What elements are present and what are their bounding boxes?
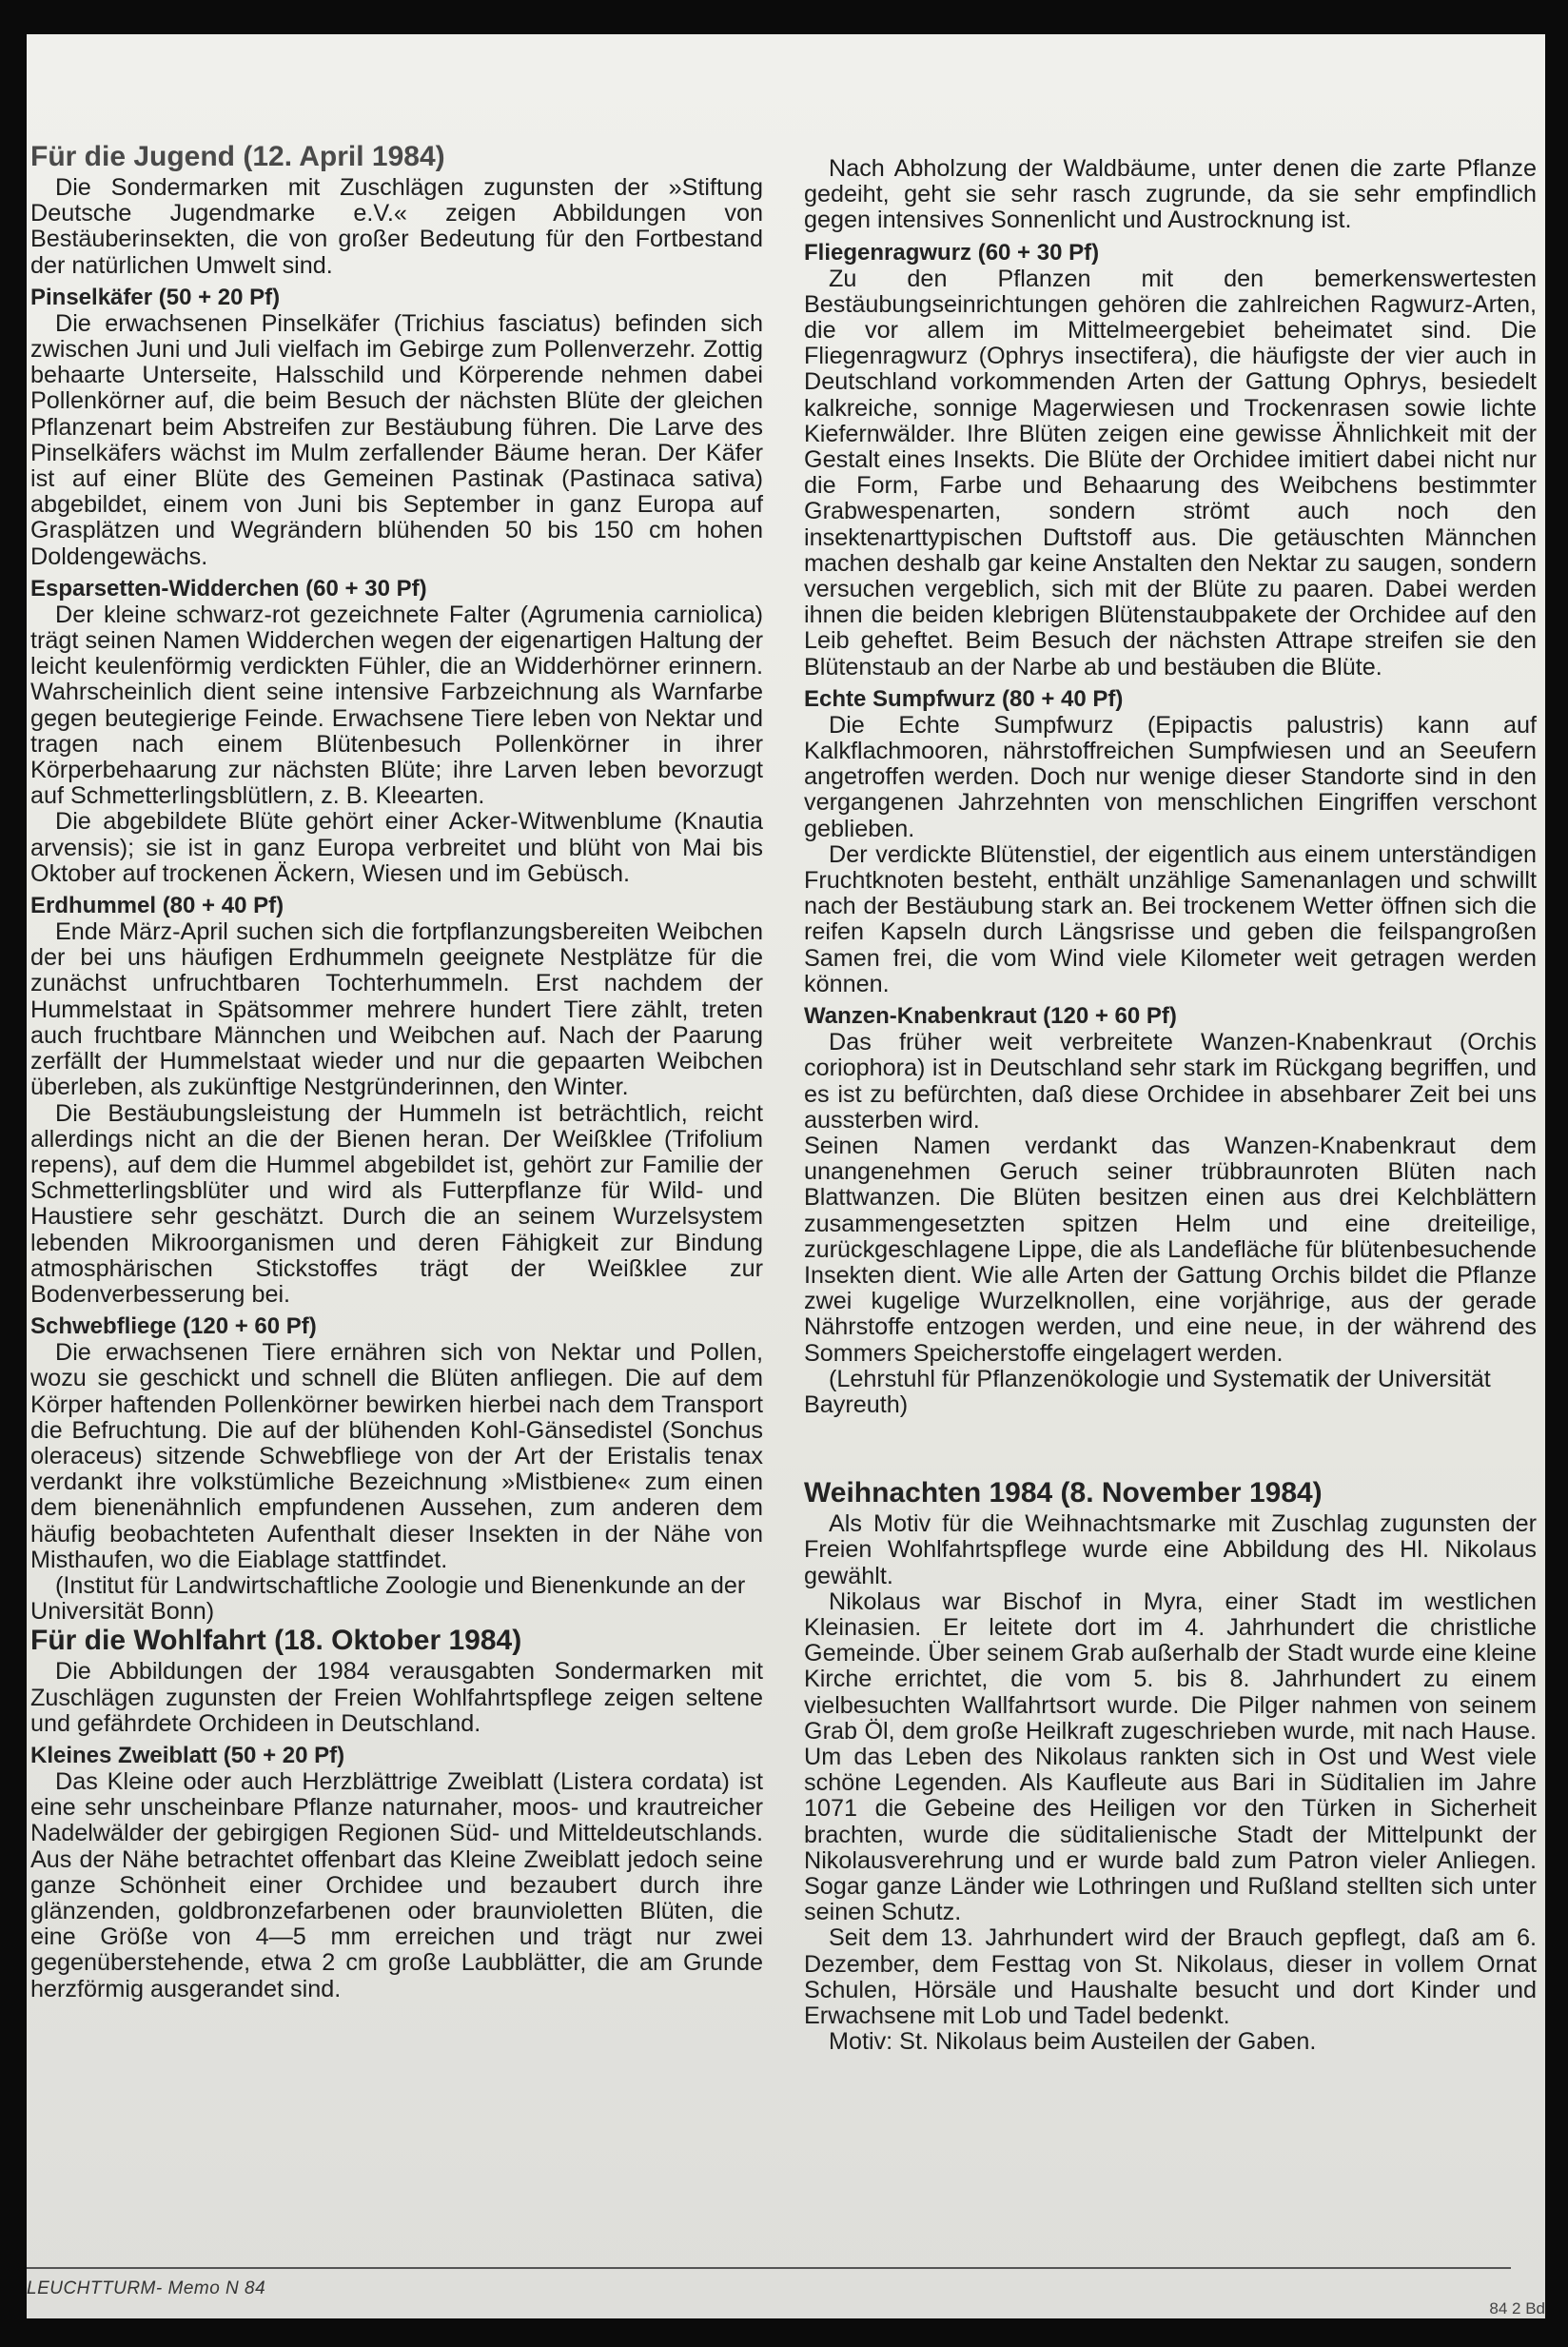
- subtitle-erdhummel: Erdhummel (80 + 40 Pf): [30, 893, 284, 919]
- section-title-wohlfahrt: Für die Wohlfahrt (18. Oktober 1984): [30, 1625, 522, 1657]
- weihnachten-motiv: Motiv: St. Nikolaus beim Austeilen der Gaben.: [829, 2028, 1317, 2056]
- wanzen-text-2: Seinen Namen verdankt das Wanzen-Knabenkraut dem unangenehmen Geruch seiner trübbraunroten Blüten nach Blattwanzen. Die Blüten besitzen einen aus drei Kelchblättern zusammengesetzten spitzen Helm und eine dreiteilige, zurückgeschlagene Lippe, die als Landefläche für blütenbesuchende Insekten dient. Wie alle Arten der Gattung Orchis bildet die Pflanze zwei kugelige Wurzelknollen, eine vorjährige, aus der gerade Nährstoffe entzogen werden, und eine neue, in der während des Sommers Speicherstoffe eingelagert werden.: [804, 1132, 1537, 1367]
- sumpfwurz-text-1: Die Echte Sumpfwurz (Epipactis palustris) kann auf Kalkflachmooren, nährstoffreichen Sumpfwiesen und an Seeufern angetroffen werden. Doch nur wenige dieser Standorte sind in den vergangenen Jahrzehnten von menschlichen Eingriffen verschont geblieben.: [804, 711, 1537, 842]
- erdhummel-text-2: Die Bestäubungsleistung der Hummeln ist beträchtlich, reicht allerdings nicht an die der Bienen heran. Der Weißklee (Trifolium repens), auf dem die Hummel abgebildet ist, gehört zur Familie der Schmetterlingsblüter und wird als Futterpflanze für Wild- und Haustiere sehr geschätzt. Durch die an seinem Wurzelsystem lebenden Mikroorganismen und deren Fähigkeit zur Bindung atmosphärischen Stickstoffes trägt der Weißklee zur Bodenverbesserung bei.: [30, 1099, 763, 1308]
- subtitle-schwebfliege: Schwebfliege (120 + 60 Pf): [30, 1313, 317, 1340]
- wohlfahrt-intro: Die Abbildungen der 1984 verausgabten Sondermarken mit Zuschlägen zugunsten der Freien Wohlfahrtspflege zeigen seltene und gefährdete Orchideen in Deutschland.: [30, 1658, 763, 1737]
- wanzen-text-1: Das früher weit verbreitete Wanzen-Knabenkraut (Orchis coriophora) ist in Deutschland sehr stark im Rückgang begriffen, und es ist zu befürchten, daß diese Orchidee in absehbarer Zeit bei uns aussterben wird.: [804, 1029, 1537, 1134]
- weihnachten-text-3: Seit dem 13. Jahrhundert wird der Brauch gepflegt, daß am 6. Dezember, dem Festtag von St. Nikolaus, dieser in vollem Ornat Schulen, Hörsäle und Haushalte besucht und dort Kinder und Erwachsene mit Lob und Tadel bedenkt.: [804, 1924, 1537, 2029]
- zweiblatt-text: Das Kleine oder auch Herzblättrige Zweiblatt (Listera cordata) ist eine sehr unscheinbare Pflanze naturnaher, moos- und krautreicher Nadelwälder der gebirgigen Regionen Süd- und Mitteldeutschlands. Aus der Nähe betrachtet offenbart das Kleine Zweiblatt jedoch seine ganze Schönheit einer Orchidee und bezaubert durch ihre glänzenden, goldbronzefarbenen oder braunvioletten Blüten, die eine Größe von 4—5 mm erreichen und trägt nur zwei gegenüberstehende, etwa 2 cm große Laubblätter, die am Grunde herzförmig ausgerandet sind.: [30, 1767, 763, 2002]
- section-title-weihnachten: Weihnachten 1984 (8. November 1984): [804, 1477, 1323, 1509]
- document-page: [27, 34, 1545, 2318]
- subtitle-echte-sumpfwurz: Echte Sumpfwurz (80 + 40 Pf): [804, 685, 1124, 712]
- abholzung-text: Nach Abholzung der Waldbäume, unter denen die zarte Pflanze gedeiht, geht sie sehr rasch zugrunde, da sie sehr empfindlich gegen intensives Sonnenlicht und Austrocknung ist.: [804, 155, 1537, 234]
- left-column: [27, 141, 763, 2002]
- sumpfwurz-text-2: Der verdickte Blütenstiel, der eigentlich aus einem unterständigen Fruchtknoten besteht, enthält unzählige Samenanlagen und schwillt nach der Bestäubung stark an. Bei trockenem Wetter öffnen sich die reifen Kapseln durch Längsrisse und geben die feilspangroßen Samen frei, die vom Wind viele Kilometer weit getragen werden können.: [804, 840, 1537, 997]
- subtitle-wanzen-knabenkraut: Wanzen-Knabenkraut (120 + 60 Pf): [804, 1003, 1177, 1030]
- right-column: [804, 156, 1537, 2055]
- footer-divider: [27, 2267, 1511, 2269]
- schwebfliege-credit: (Institut für Landwirtschaftliche Zoologie und Bienenkunde an der Universität Bonn): [30, 1571, 746, 1626]
- erdhummel-text-1: Ende März-April suchen sich die fortpflanzungsbereiten Weibchen der bei uns häufigen Erdhummeln geeignete Nestplätze für die zunächst unfruchtbaren Tochterhummeln. Erst nachdem der Hummelstaat in Spätsommer mehrere hundert Tiere zählt, treten auch fruchtbare Männchen und Weibchen auf. Nach der Paarung zerfällt der Hummelstaat wieder und nur die gepaarten Weibchen überleben, als zukünftige Nestgründerinnen, den Winter.: [30, 918, 763, 1101]
- subtitle-fliegenragwurz: Fliegenragwurz (60 + 30 Pf): [804, 239, 1100, 266]
- footer-publisher: LEUCHTTURM- Memo N 84: [27, 2278, 266, 2298]
- subtitle-kleines-zweiblatt: Kleines Zweiblatt (50 + 20 Pf): [30, 1742, 345, 1768]
- wanzen-credit: (Lehrstuhl für Pflanzenökologie und Systematik der Universität Bayreuth): [804, 1365, 1491, 1418]
- pinselkaefer-text: Die erwachsenen Pinselkäfer (Trichius fasciatus) befinden sich zwischen Juni und Juli vielfach im Gebirge zum Pollenverzehr. Zottig behaarte Unterseite, Halsschild und Körperende nehmen dabei Pollenkörner auf, die beim Besuch der nächsten Blüte der gleichen Pflanzenart beim Abstreifen zur Bestäubung führen. Die Larve des Pinselkäfers wächst im Mulm zerfallender Bäume heran. Der Käfer ist auf einer Blüte des Gemeinen Pastinak (Pastinaca sativa) abgebildet, einem von Juni bis September in ganz Europa auf Grasplätzen und Wegrändern blühenden 50 bis 150 cm hohen Doldengewächs.: [30, 309, 763, 570]
- fliegenragwurz-text: Zu den Pflanzen mit den bemerkenswertesten Bestäubungseinrichtungen gehören die zahlreichen Ragwurz-Arten, die vor allem im Mittelmeergebiet beheimatet sind. Die Fliegenragwurz (Ophrys insectifera), die häufigste der vier auch in Deutschland vorkommenden Arten der Gattung Ophrys, besiedelt kalkreiche, sonnige Magerwiesen und Trockenrasen sowie lichte Kiefernwälder. Ihre Blüten zeigen eine gewisse Ähnlichkeit mit der Gestalt eines Insekts. Die Blüte der Orchidee imitiert dabei nicht nur die Form, Farbe und Behaarung des Weibchens bestimmter Grabwespenarten, sondern strömt auch noch den insektenarttypischen Duftstoff aus. Die getäuschten Männchen machen deshalb gar keine Anstalten den Nektar zu saugen, sondern versuchen vergeblich, sich mit der Blüte zu paaren. Dabei werden ihnen die beiden klebrigen Blütenstaubpakete der Orchidee auf den Leib geheftet. Beim Besuch der nächsten Attrape streifen sie den Blütenstaub an der Narbe ab und bestäuben die Blüte.: [804, 265, 1537, 680]
- esparsetten-text-2: Die abgebildete Blüte gehört einer Acker-Witwenblume (Knautia arvensis); sie ist in ganz Europa verbreitet und blüht von Mai bis Oktober auf trockenen Äckern, Wiesen und im Gebüsch.: [30, 808, 763, 887]
- footer-page-ref: 84 2 Bd: [1489, 2299, 1545, 2317]
- subtitle-pinselkaefer: Pinselkäfer (50 + 20 Pf): [30, 284, 281, 310]
- weihnachten-text-2: Nikolaus war Bischof in Myra, einer Stadt im westlichen Kleinasien. Er leitete dort im 4. Jahrhundert die christliche Gemeinde. Über seinem Grab außerhalb der Stadt wurde eine kleine Kirche errichtet, die vom 5. bis 8. Jahrhundert zu einem vielbesuchten Wallfahrtsort wurde. Die Pilger nahmen von seinem Grab Öl, dem große Heilkraft zugeschrieben wurde, mit nach Hause. Um das Leben des Nikolaus rankten sich in Ost und West viele schöne Legenden. Als Kaufleute aus Bari in Süditalien im Jahre 1071 die Gebeine des Heiligen vor den Türken in Sicherheit brachten, wurde die süditalienische Stadt der Mittelpunkt der Nikolausverehrung und er wurde bald zum Patron vieler Anliegen. Sogar ganze Länder wie Lothringen und Rußland stellten sich unter seinen Schutz.: [804, 1588, 1537, 1926]
- weihnachten-text-1: Als Motiv für die Weihnachtsmarke mit Zuschlag zugunsten der Freien Wohlfahrtspflege wurde eine Abbildung des Hl. Nikolaus gewählt.: [804, 1510, 1537, 1589]
- section-title-jugend: Für die Jugend (12. April 1984): [30, 141, 445, 172]
- schwebfliege-text: Die erwachsenen Tiere ernähren sich von Nektar und Pollen, wozu sie geschickt und schnell die Blüten anfliegen. Die auf dem Körper haftenden Pollenkörner bewirken hierbei nach dem Transport die Befruchtung. Die auf der blühenden Kohl-Gänsedistel (Sonchus oleraceus) sitzende Schwebfliege von der Art der Eristalis tenax verdankt ihre volkstümliche Bezeichnung »Mistbiene« zum einen dem bienenähnlich empfundenen Aussehen, zum anderen dem häufig beobachteten Aufenthalt dieser Insekten in der Nähe von Misthaufen, wo die Eiablage stattfindet.: [30, 1339, 763, 1573]
- esparsetten-text-1: Der kleine schwarz-rot gezeichnete Falter (Agrumenia carniolica) trägt seinen Namen Widderchen wegen der eigenartigen Haltung der leicht keulenförmig verdickten Fühler, die an Widderhörner erinnern. Wahrscheinlich dient seine intensive Farbzeichnung als Warnfarbe gegen beutegierige Feinde. Erwachsene Tiere leben von Nektar und tragen nach einem Blütenbesuch Pollenkörner in ihrer Körperbehaarung zur nächsten Blüte; ihre Larven leben bevorzugt auf Schmetterlingsblütlern, z. B. Kleearten.: [30, 601, 763, 810]
- jugend-intro: Die Sondermarken mit Zuschlägen zugunsten der »Stiftung Deutsche Jugendmarke e.V.« zeigen Abbildungen von Bestäuberinsekten, die von großer Bedeutung für den Fortbestand der natürlichen Umwelt sind.: [30, 174, 763, 279]
- subtitle-esparsetten-widderchen: Esparsetten-Widderchen (60 + 30 Pf): [30, 575, 427, 602]
